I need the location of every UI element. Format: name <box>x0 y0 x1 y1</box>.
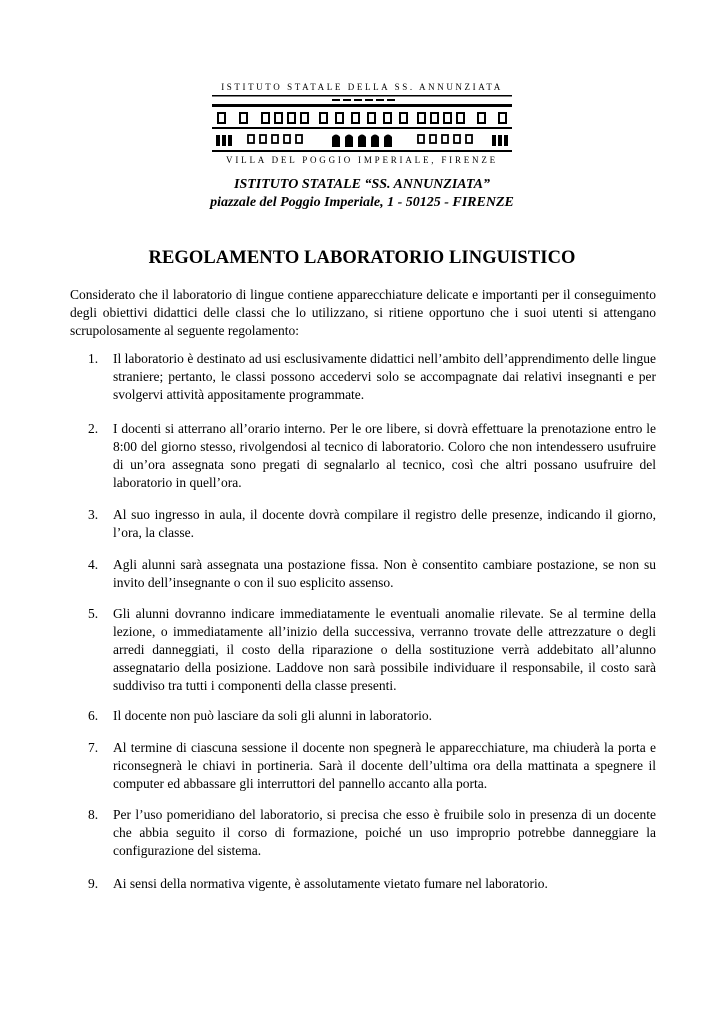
rule-text: I docenti si atterrano all’orario interno. Per le ore libere, si dovrà effettuare la prenotazione entro le 8:00 del giorno stesso, rivolgendosi al tecnico di laboratorio. Coloro che non intendessero usufruire di un’ora assegnata sono pregati di segnalarlo al tecnico, così che altri possano usufruire del laboratorio in quell’ora. <box>113 421 656 490</box>
intro-paragraph: Considerato che il laboratorio di lingue contiene apparecchiature delicate e importanti per il conseguimento degli obiettivi didattici delle classi che lo utilizzano, si ritiene opportuno che i suoi utenti si attengano scrupolosamente al seguente regolamento: <box>70 287 656 338</box>
rule-text: Per l’uso pomeridiano del laboratorio, si precisa che esso è fruibile solo in presenza di un docente che abbia seguito il corso di formazione, poiché un uso improprio potrebbe danneggiare la configurazione del sistema. <box>113 807 656 858</box>
rule-number: 3. <box>88 507 99 522</box>
rule-text: Gli alunni dovranno indicare immediatamente le eventuali anomalie rilevate. Se al termine della lezione, o immediatamente all’inizio della successiva, verranno trovate delle attrezzature o degli arredi danneggiati, il costo della riparazione o della sostituzione verrà addebitato all’alunno assegnatario della posizione. Laddove non sarà possibile individuare il responsabile, il costo sarà suddiviso tra tutti i componenti della classe presenti. <box>113 606 656 693</box>
rule-text: Il docente non può lasciare da soli gli alunni in laboratorio. <box>113 708 433 723</box>
institute-logo <box>212 82 512 166</box>
rule-number: 4. <box>88 557 99 572</box>
rule-text: Ai sensi della normativa vigente, è assolutamente vietato fumare nel laboratorio. <box>113 876 548 891</box>
rule-number: 5. <box>88 606 99 621</box>
institute-address: piazzale del Poggio Imperiale, 1 - 50125 - FIRENZE <box>210 195 514 210</box>
document-title: REGOLAMENTO LABORATORIO LINGUISTICO <box>148 248 576 268</box>
rule-number: 2. <box>88 421 99 436</box>
rule-number: 9. <box>88 876 99 891</box>
rule-text: Il laboratorio è destinato ad usi esclusivamente didattici nell’ambito dell’apprendimento delle lingue straniere; pertanto, le classi possono accedervi solo se accompagnate dai relativi insegnanti e per svolgervi attività appositamente programmate. <box>113 351 656 402</box>
rule-text: Agli alunni sarà assegnata una postazione fissa. Non è consentito cambiare postazione, se non su invito dell’insegnante o con il suo esplicito assenso. <box>113 557 656 590</box>
logo-top-text: ISTITUTO STATALE DELLA SS. ANNUNZIATA <box>221 82 503 92</box>
rule-text: Al termine di ciascuna sessione il docente non spegnerà le apparecchiature, ma chiuderà la porta e riconsegnerà le chiavi in portineria. Sarà il docente dell’ultima ora della mattinata a spegnere il computer ed abbassare gli interruttori del pannello accanto alla porta. <box>113 740 656 791</box>
rule-number: 8. <box>88 807 99 822</box>
logo-bottom-text: VILLA DEL POGGIO IMPERIALE, FIRENZE <box>226 155 498 165</box>
rule-number: 6. <box>88 708 99 723</box>
institute-name: ISTITUTO STATALE “SS. ANNUNZIATA” <box>234 177 490 192</box>
rule-text: Al suo ingresso in aula, il docente dovrà compilare il registro delle presenze, indicando il giorno, l’ora, la classe. <box>113 507 656 540</box>
rule-number: 1. <box>88 351 99 366</box>
rule-number: 7. <box>88 740 99 755</box>
villa-facade-icon <box>212 95 512 155</box>
